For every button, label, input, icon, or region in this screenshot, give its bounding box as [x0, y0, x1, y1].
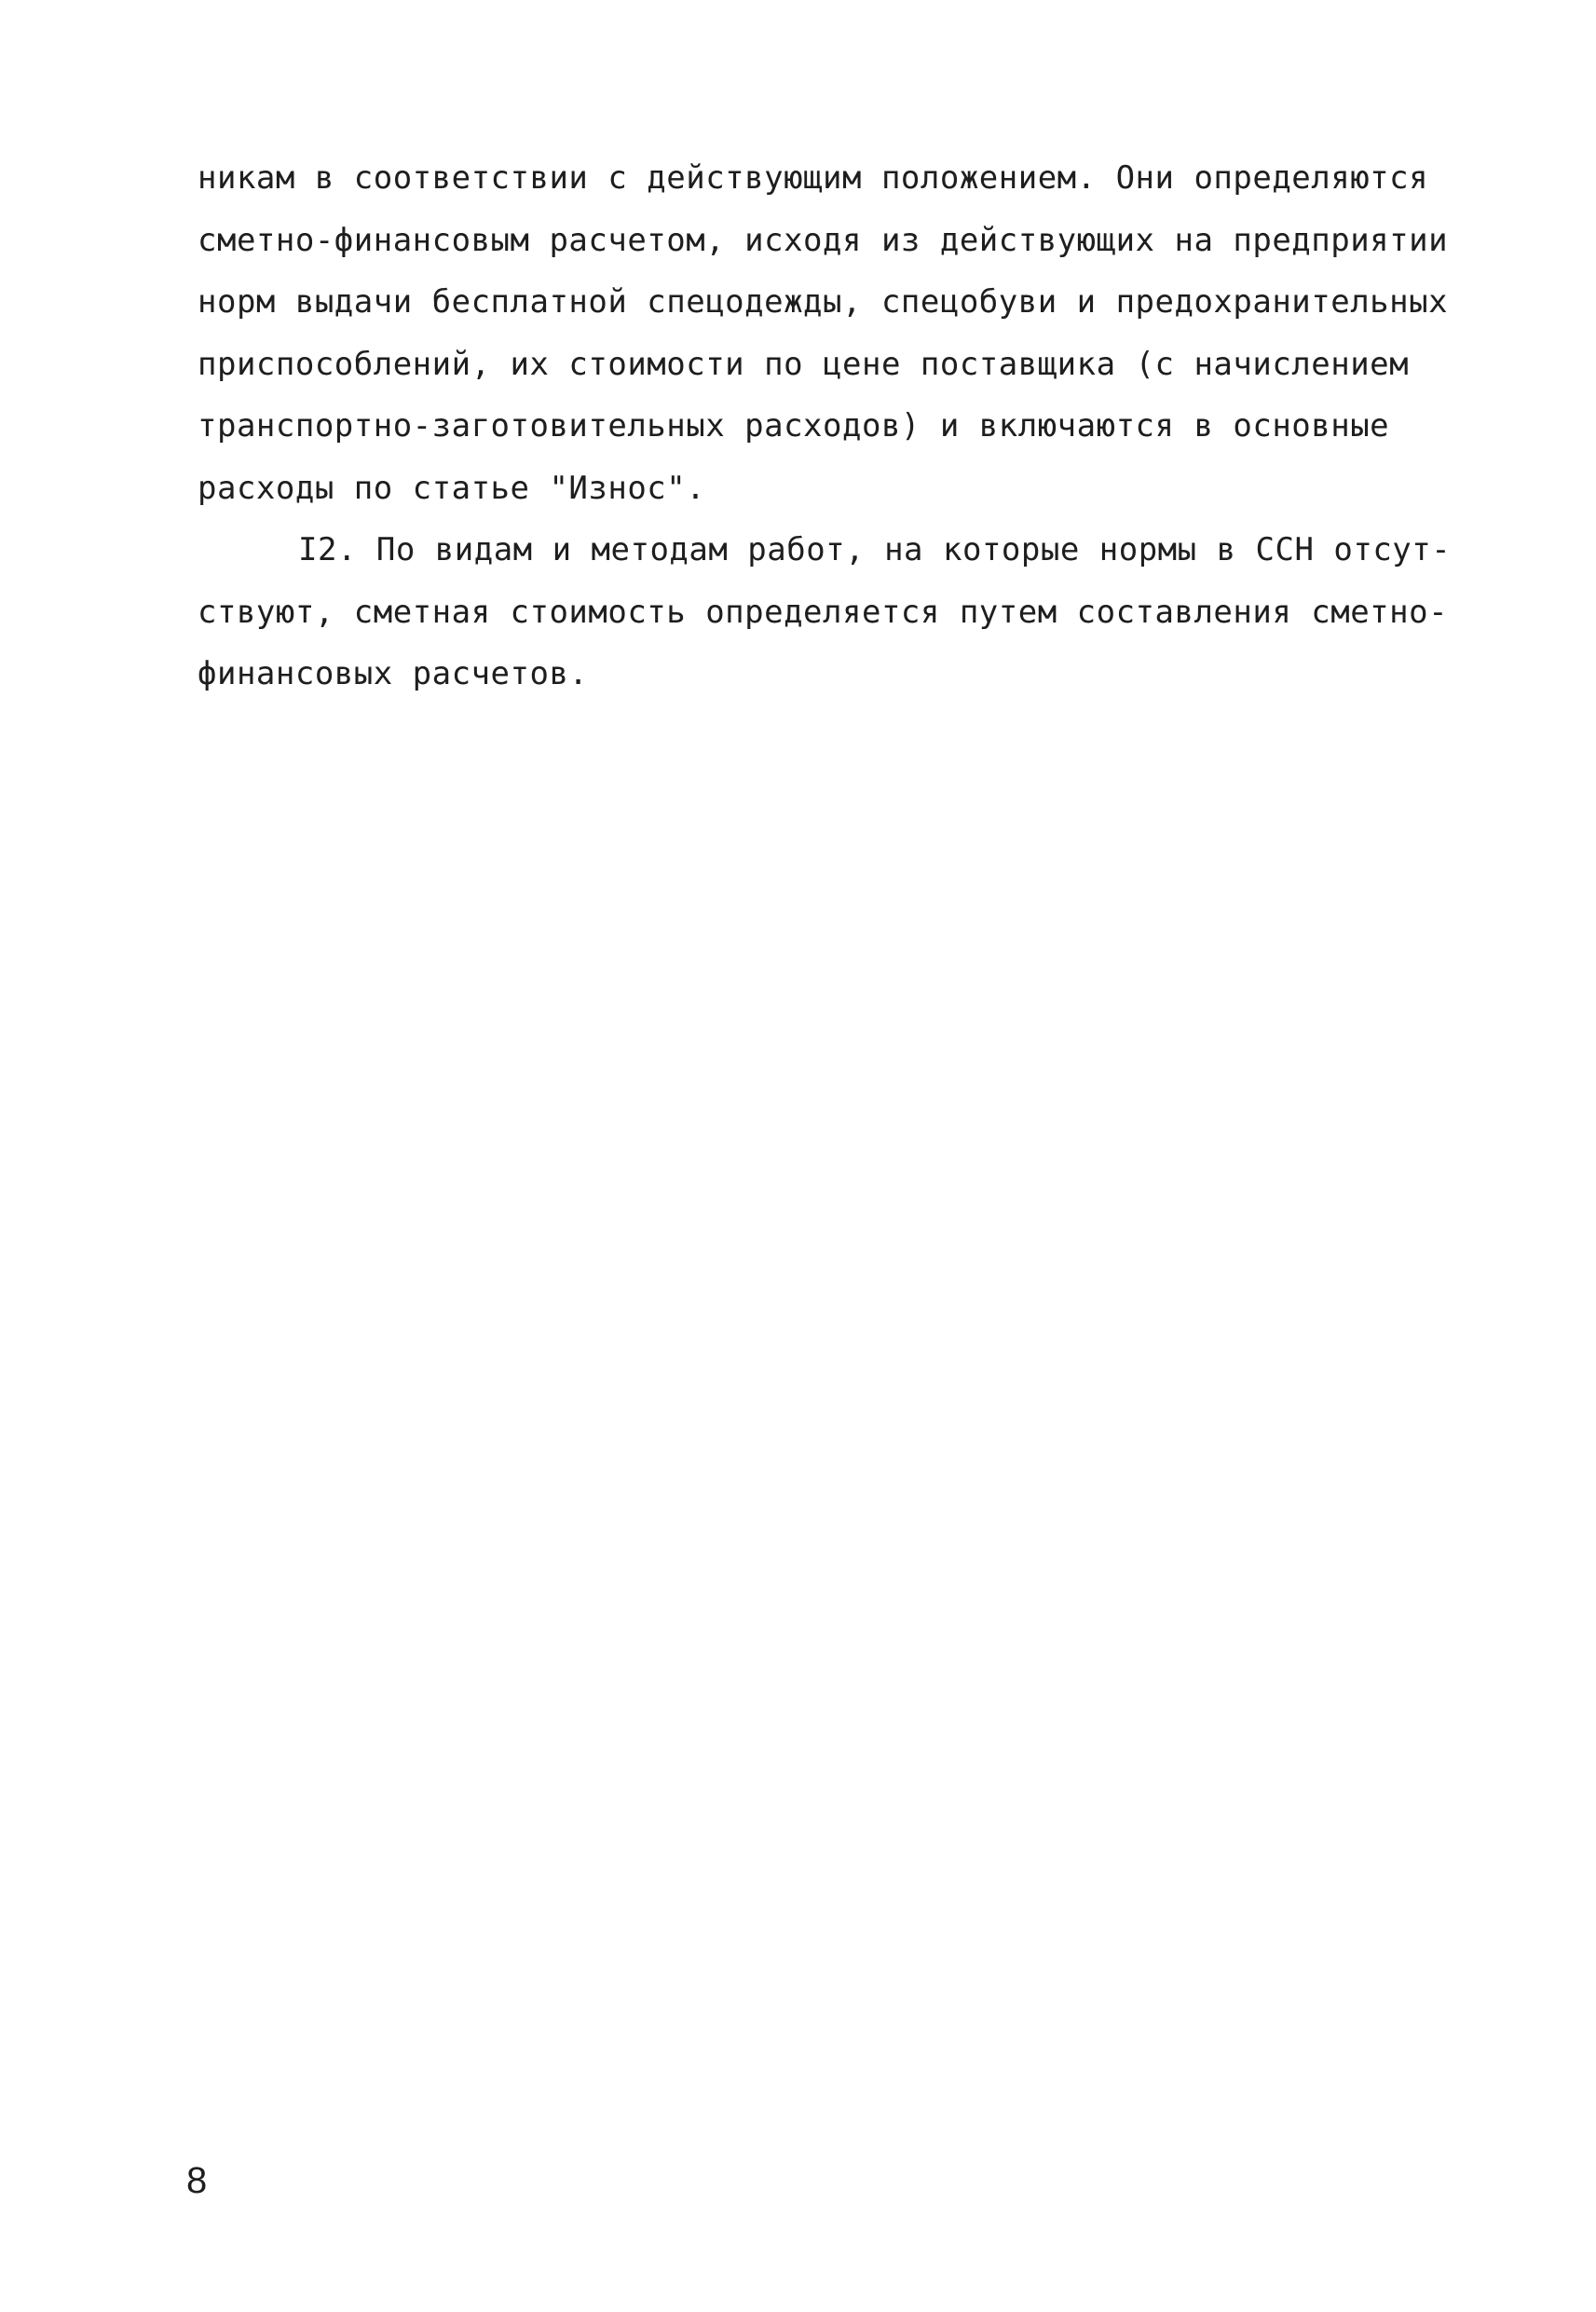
text-line: сметно-финансовым расчетом, исходя из действующих на предприятии: [198, 221, 1449, 259]
body-text: [198, 147, 1502, 705]
text-line: I2. По видам и методам работ, на которые нормы в ССН отсут-: [298, 531, 1452, 568]
paragraph-12: [198, 519, 1502, 705]
text-line: приспособлений, их стоимости по цене поставщика (с начислением: [198, 345, 1410, 383]
text-line: ствуют, сметная стоимость определяется путем составления сметно-: [198, 593, 1449, 631]
text-line: финансовых расчетов.: [198, 655, 589, 692]
page-number: 8: [186, 2160, 208, 2201]
paragraph-continued: [198, 147, 1502, 519]
text-line: норм выдачи бесплатной спецодежды, спецобуви и предохранительных: [198, 283, 1449, 321]
text-line: расходы по статье "Износ".: [198, 469, 706, 507]
text-line: транспортно-заготовительных расходов) и включаются в основные: [198, 407, 1390, 445]
text-line: никам в соответствии с действующим положением. Они определяются: [198, 159, 1429, 197]
